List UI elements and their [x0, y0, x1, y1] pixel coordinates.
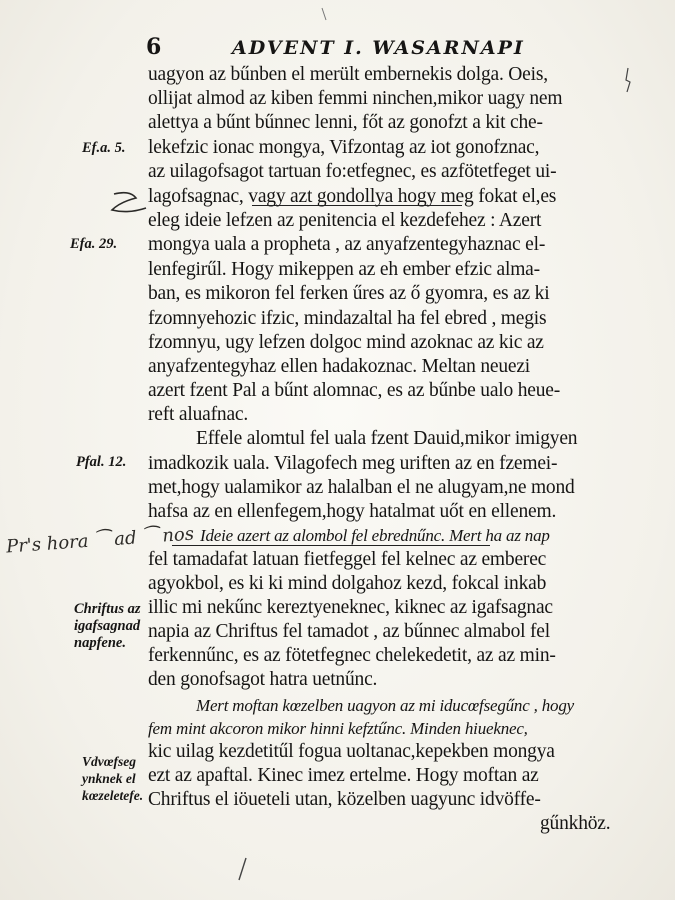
- text-line: met,hogy ualamikor az halalban el ne alugyam,ne mond: [148, 477, 575, 498]
- text-line: fzomnyehozic ifzic, mindazaltal ha fel ebred , megis: [148, 308, 547, 329]
- text-line: gűnkhöz.: [540, 813, 611, 834]
- ink-stroke-mark: [236, 856, 250, 882]
- text-line: azert fzent Pal a bűnt alomnac, es az bűnbe ualo heue-: [148, 380, 561, 401]
- margin-note-isaiah-29: Efa. 29.: [70, 236, 118, 252]
- text-line: imadkozik uala. Vilagofech meg uriften az en fzemei-: [148, 453, 558, 474]
- text-line: hafsa az en ellenfegem,hogy hatalmat uőt en ellenem.: [148, 501, 557, 522]
- ink-stroke-mark: [318, 6, 330, 22]
- text-line: reft aluafnac.: [148, 404, 249, 425]
- text-line: ezt az apaftal. Kinec imez ertelme. Hogy moftan az: [148, 765, 539, 786]
- text-line: lenfegirűl. Hogy mikeppen az eh ember efzic alma-: [148, 259, 540, 280]
- text-line: ban, es mikoron fel ferken űres az ő gyomra, es az ki: [148, 283, 550, 304]
- text-line-italic: Mert moftan kœzelben uagyon az mi iducœfsegűnc , hogy: [196, 696, 574, 715]
- text-line: fzomnyu, ugy lefzen dolgoc mind azoknac az kic az: [148, 332, 544, 353]
- text-line: Chriftus el iöueteli utan, közelben uagyunc idvöffe-: [148, 789, 541, 810]
- handwritten-brace-mark: [110, 188, 150, 218]
- text-line: den gonofsagot hatra uetnűnc.: [148, 669, 378, 690]
- text-line: napia az Chriftus fel tamadot , az bűnnec almabol fel: [148, 621, 550, 642]
- text-line: Effele alomtul fel uala fzent Dauid,mikor imigyen: [196, 428, 578, 449]
- text-line: uagyon az bűnben el merült embernekis dolga. Oeis,: [148, 64, 548, 85]
- text-line-italic: Ideie azert az alombol fel ebrednűnc. Mert ha az nap: [200, 526, 550, 545]
- text-line: alettya a bűnt bűnnec lenni, főt az gonofzt a kit che-: [148, 112, 543, 133]
- text-line: eleg ideie lefzen az penitencia el kezdefehez : Azert: [148, 210, 542, 231]
- page-header: [0, 34, 675, 64]
- margin-note-psalm-12: Pfal. 12.: [76, 454, 127, 470]
- text-line: anyafzentegyhaz ellen hadakoznac. Meltan neuezi: [148, 356, 531, 377]
- text-line: illic mi nekűnc kereztyeneknec, kiknec az igafsagnac: [148, 597, 553, 618]
- text-line-italic: fem mint akcoron mikor hinni kefztűnc. Minden hiueknec,: [148, 719, 528, 738]
- text-line: mongya uala a propheta , az anyafzentegyhaznac el-: [148, 234, 546, 255]
- text-line: fel tamadafat latuan fietfeggel fel kelnec az emberec: [148, 549, 547, 570]
- text-line: ollijat almod az kiben femmi ninchen,mikor uagy nem: [148, 88, 563, 109]
- handwritten-marginal-note: Pr's hora ⁀ ad ⁀ nos: [5, 523, 195, 558]
- text-line: kic uilag kezdetitűl fogua uoltanac,kepekben mongya: [148, 741, 555, 762]
- page-number: 6: [146, 34, 162, 60]
- text-line: lagofsagnac, vagy azt gondollya hogy meg fokat el,es: [148, 186, 557, 207]
- handwritten-underline: [172, 545, 490, 546]
- text-line: lekefzic ionac mongya, Vifzontag az iot gonofznac,: [148, 137, 540, 158]
- margin-note-udvosseg: Vdvœfseg ynknek el kœzeletefe.: [82, 754, 144, 803]
- running-title: ADVENT I. WASARNAPI: [232, 37, 525, 59]
- margin-note-christus: Chriftus az igafsagnad napfene.: [74, 601, 141, 651]
- text-line: az uilagofsagot tartuan fo:etfegnec, es azfötetfeget ui-: [148, 161, 557, 182]
- handwritten-scribble-mark: [620, 66, 636, 94]
- text-line: ferkennűnc, es az fötetfegnec chelekedetit, az az min-: [148, 645, 556, 666]
- handwritten-underline: [252, 205, 462, 206]
- margin-note-isaiah-5: Ef.a. 5.: [82, 140, 126, 156]
- text-line: agyokbol, es ki ki mind dolgahoz kezd, fokcal inkab: [148, 573, 547, 594]
